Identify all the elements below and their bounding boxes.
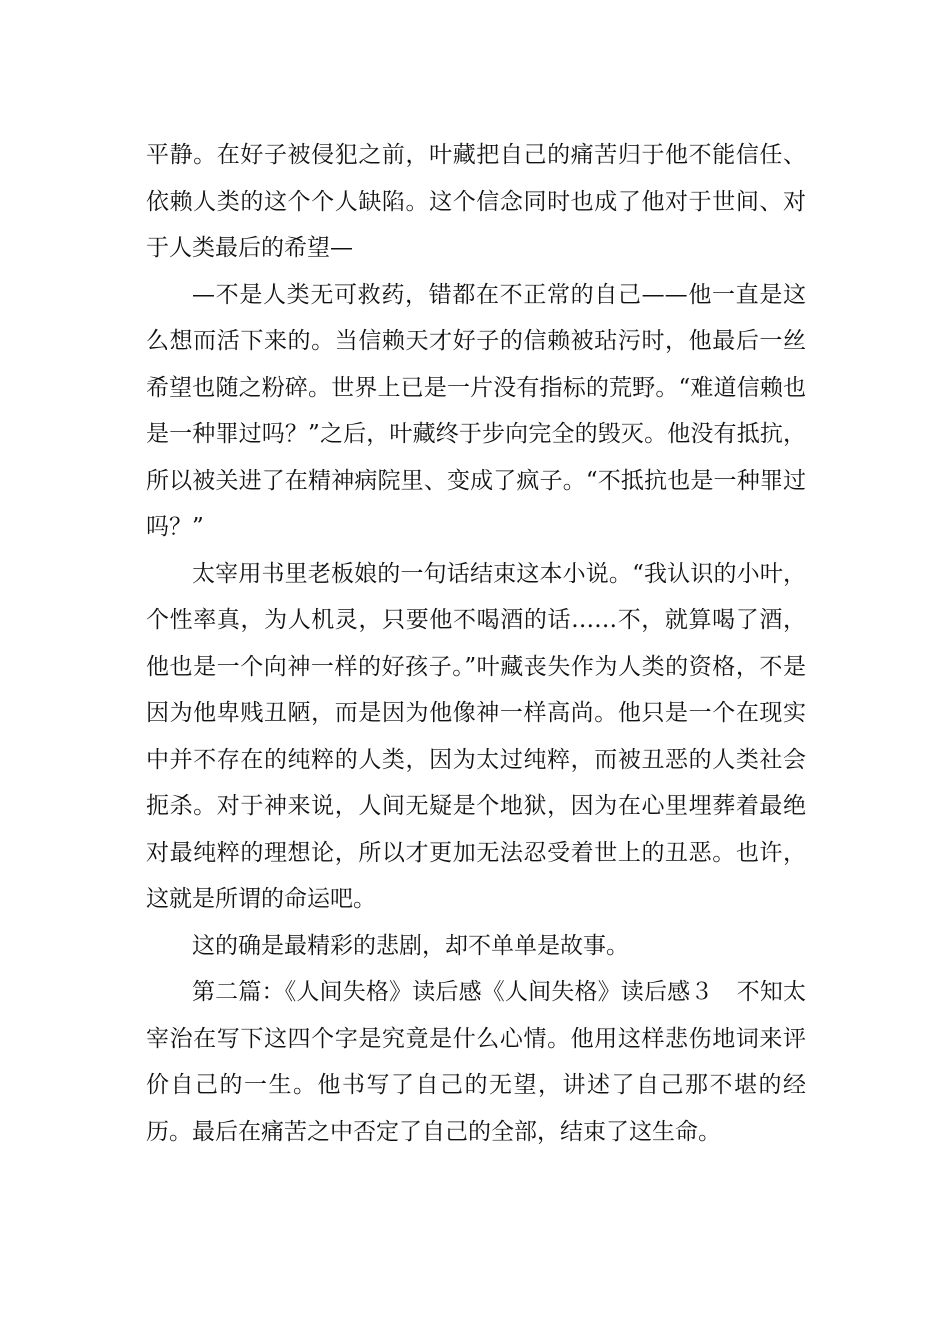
paragraph: —不是人类无可救药，错都在不正常的自己——他一直是这么想而活下来的。当信赖天才好子的信赖被玷污时，他最后一丝希望也随之粉碎。世界上已是一片没有指标的荒野。“难道信赖也是一种罪过吗？”之后，叶藏终于步向完全的毁灭。他没有抵抗，所以被关进了在精神病院里、变成了疯子。“不抵抗也是一种罪过吗？”: [146, 281, 806, 540]
paragraph-continuation: 平静。在好子被侵犯之前，叶藏把自己的痛苦归于他不能信任、依赖人类的这个个人缺陷。这个信念同时也成了他对于世间、对于人类最后的希望—: [146, 142, 806, 261]
paragraph: 第二篇：《人间失格》读后感《人间失格》读后感３ 不知太宰治在写下这四个字是究竟是什么心情。他用这样悲伤地词来评价自己的一生。他书写了自己的无望，讲述了自己那不堪的经历。最后在痛苦之中否定了自己的全部，结束了这生命。: [146, 979, 806, 1145]
paragraph: 太宰用书里老板娘的一句话结束这本小说。“我认识的小叶，个性率真，为人机灵，只要他不喝酒的话……不，就算喝了酒，他也是一个向神一样的好孩子。”叶藏丧失作为人类的资格，不是因为他卑贱丑陋，而是因为他像神一样高尚。他只是一个在现实中并不存在的纯粹的人类，因为太过纯粹，而被丑恶的人类社会扼杀。对于神来说，人间无疑是个地狱，因为在心里埋葬着最绝对最纯粹的理想论，所以才更加无法忍受着世上的丑恶。也许，这就是所谓的命运吧。: [146, 560, 806, 912]
paragraph: 这的确是最精彩的悲剧，却不单单是故事。: [192, 932, 629, 959]
document-body: [146, 132, 806, 1155]
